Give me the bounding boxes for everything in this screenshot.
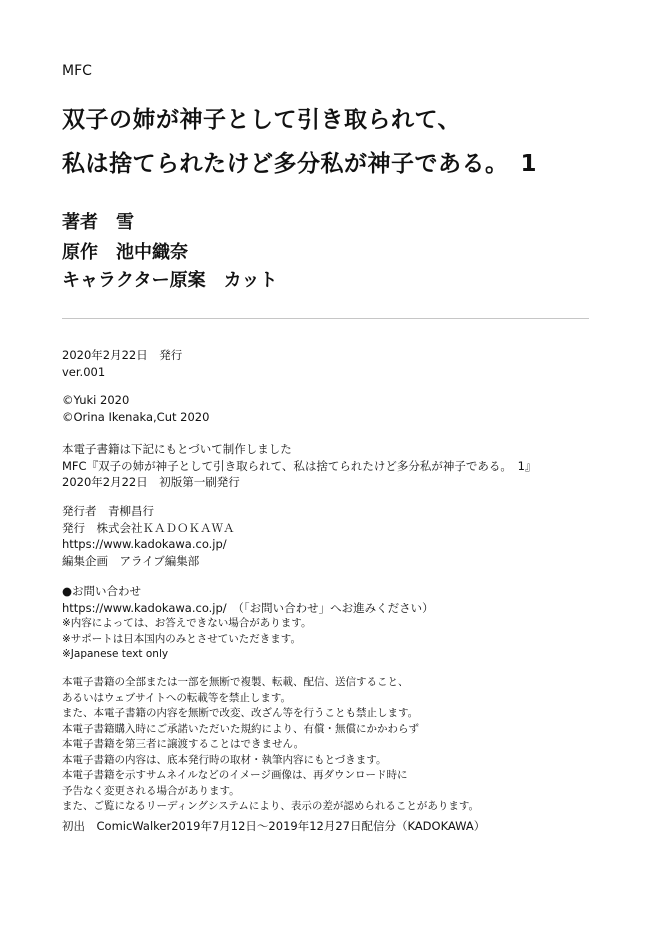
first-published: 初出 ComicWalker2019年7月12日〜2019年12月27日配信分（KADOKAWA）: [62, 819, 486, 833]
title-line-2: 私は捨てられたけど多分私が神子である。 1: [62, 151, 538, 177]
original-credit: 原作 池中織奈: [62, 242, 188, 263]
legal-line-9: また、ご覧になるリーディングシステムにより、表示の差が認められることがあります。: [62, 800, 480, 812]
contact-note-1: ※内容によっては、お答えできない場合があります。: [62, 617, 312, 629]
source-line-3: 2020年2月22日 初版第一刷発行: [62, 475, 240, 489]
contact-heading: ●お問い合わせ: [62, 584, 142, 598]
character-design-credit: キャラクター原案 カット: [62, 270, 278, 291]
publisher-person: 発行者 青柳昌行: [62, 504, 154, 518]
legal-line-2: あるいはウェブサイトへの転載等を禁止します。: [62, 691, 292, 704]
contact-note-3: ※Japanese text only: [62, 648, 169, 660]
publisher-info: [62, 503, 235, 569]
version: ver.001: [62, 364, 106, 379]
legal-line-7: 本電子書籍を示すサムネイルなどのイメージ画像は、再ダウンロード時に: [62, 769, 408, 781]
contact-info: [62, 583, 434, 663]
source-info: [62, 441, 536, 491]
copyright-info: [62, 392, 209, 425]
editorial-dept: 編集企画 アライブ編集部: [62, 553, 200, 568]
source-line-1: 本電子書籍は下記にもとづいて制作しました: [62, 442, 292, 456]
author-credit: 著者 雪: [62, 212, 134, 233]
legal-notice: [62, 675, 479, 815]
copyright-line-2: ©Orina Ikenaka,Cut 2020: [62, 409, 210, 424]
publisher-company: 発行 株式会社ＫＡＤＯＫＡＷＡ: [62, 520, 235, 535]
divider: [62, 318, 589, 319]
title-line-1: 双子の姉が神子として引き取られて、: [62, 107, 462, 133]
legal-line-8: 予告なく変更される場合があります。: [62, 784, 240, 797]
legal-line-5: 本電子書籍を第三者に譲渡することはできません。: [62, 738, 305, 750]
copyright-line-1: ©Yuki 2020: [62, 393, 130, 407]
publish-date: 2020年2月22日 発行: [62, 348, 183, 362]
contact-note-2: ※サポートは日本国内のみとさせていただきます。: [62, 632, 301, 645]
legal-line-6: 本電子書籍の内容は、底本発行時の取材・執筆内容にもとづきます。: [62, 753, 387, 766]
source-line-2: MFC『双子の姉が神子として引き取られて、私は捨てられたけど多分私が神子である。 1』: [62, 458, 537, 473]
imprint-label: MFC: [62, 63, 92, 79]
legal-line-4: 本電子書籍購入時にご承諾いただいた規約により、有償・無償にかかわらず: [62, 722, 419, 735]
legal-line-3: また、本電子書籍の内容を無断で改変、改ざん等を行うことも禁止します。: [62, 707, 419, 719]
publisher-url: https://www.kadokawa.co.jp/: [62, 537, 227, 551]
contact-url: https://www.kadokawa.co.jp/ （「お問い合わせ」へお進みください）: [62, 600, 434, 615]
edition-info: [62, 347, 182, 380]
legal-line-1: 本電子書籍の全部または一部を無断で複製、転載、配信、送信すること、: [62, 676, 409, 688]
